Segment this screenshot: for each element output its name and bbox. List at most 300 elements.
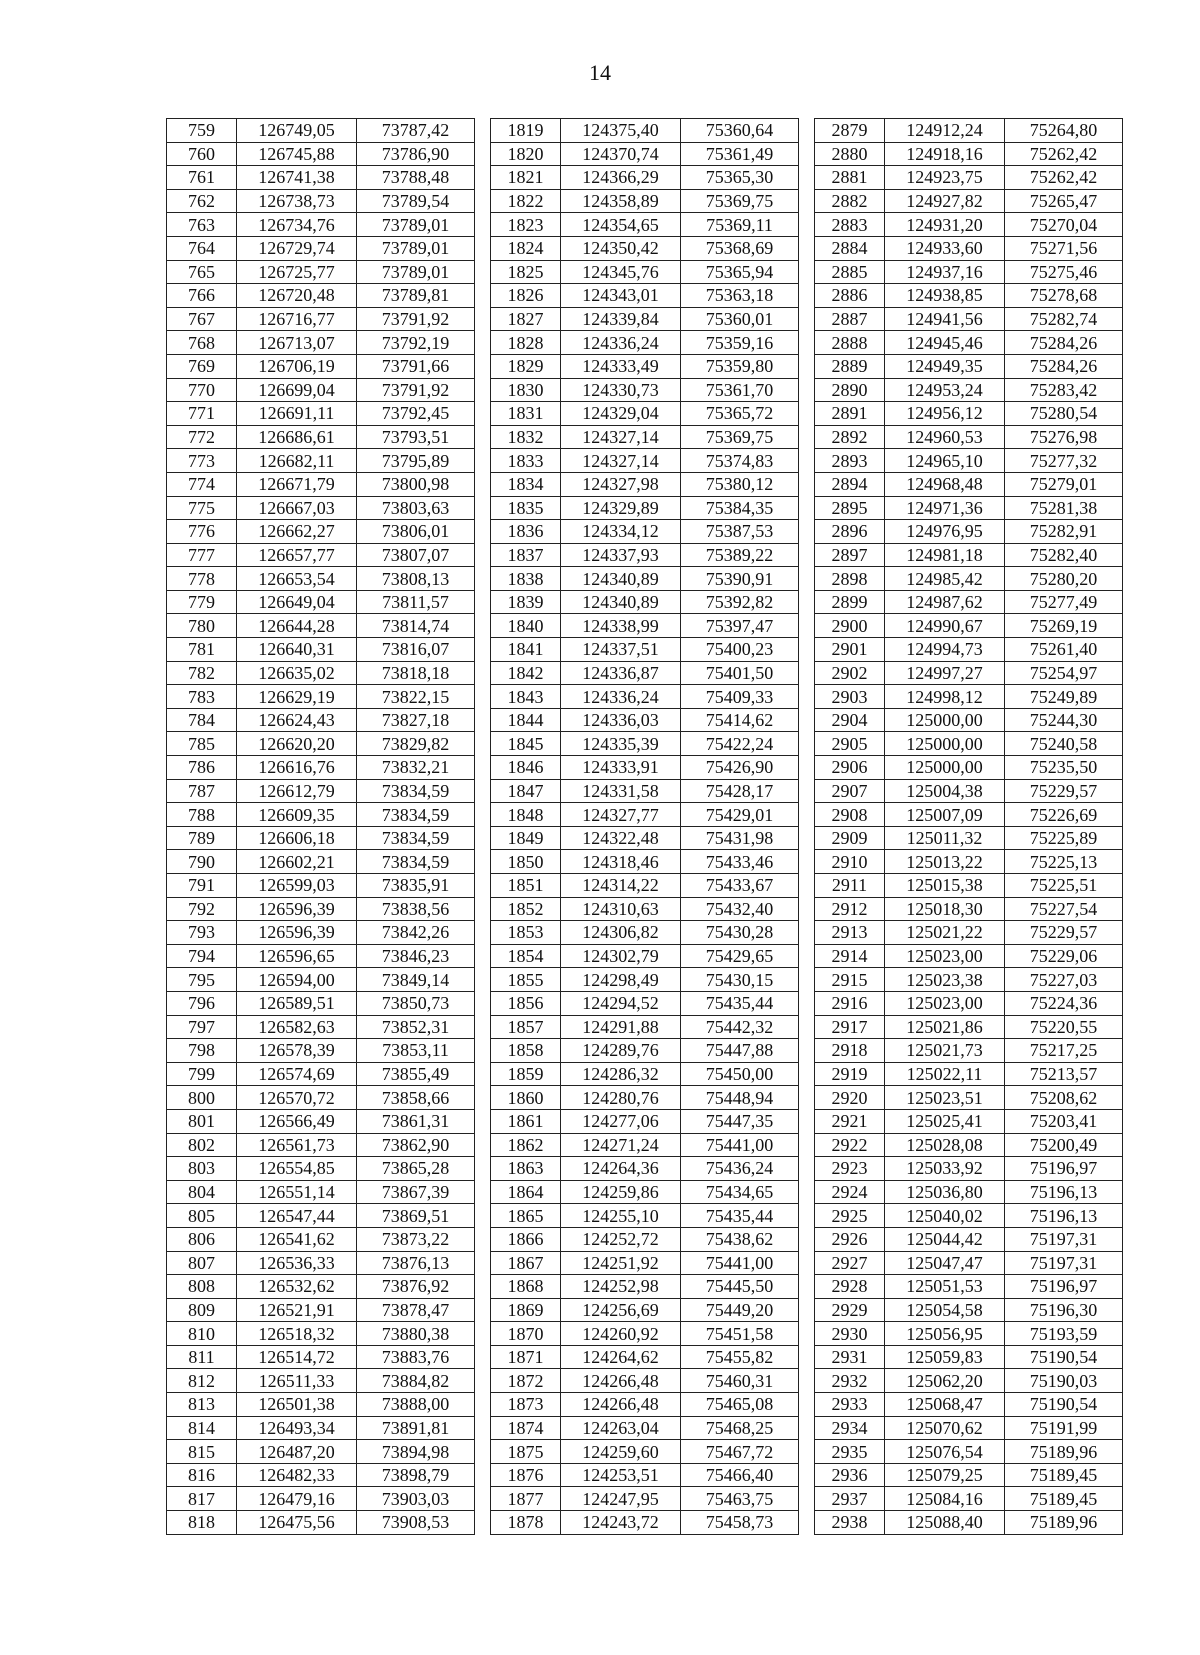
column-separator	[475, 850, 491, 874]
column-separator	[475, 213, 491, 237]
point-number-cell: 772	[167, 425, 237, 449]
point-number-cell: 2931	[815, 1345, 885, 1369]
coord-x-cell: 124294,52	[561, 991, 681, 1015]
table-row	[167, 1369, 1123, 1393]
coord-x-cell: 124370,74	[561, 142, 681, 166]
table-row	[167, 944, 1123, 968]
coord-x-cell: 126536,33	[237, 1251, 357, 1275]
page-number: 14	[589, 60, 611, 85]
point-number-cell: 1825	[491, 260, 561, 284]
coord-y-cell: 75226,69	[1005, 803, 1123, 827]
coord-x-cell: 124329,04	[561, 402, 681, 426]
coord-y-cell: 75261,40	[1005, 638, 1123, 662]
coord-x-cell: 126574,69	[237, 1062, 357, 1086]
coord-y-cell: 75387,53	[681, 520, 799, 544]
coord-y-cell: 75224,36	[1005, 991, 1123, 1015]
coord-y-cell: 75227,54	[1005, 897, 1123, 921]
point-number-cell: 1837	[491, 543, 561, 567]
table-row	[167, 378, 1123, 402]
point-number-cell: 2935	[815, 1440, 885, 1464]
column-separator	[799, 614, 815, 638]
coord-y-cell: 75217,25	[1005, 1039, 1123, 1063]
coord-x-cell: 126612,79	[237, 779, 357, 803]
coord-y-cell: 75384,35	[681, 496, 799, 520]
coord-x-cell: 124338,99	[561, 614, 681, 638]
column-separator	[475, 685, 491, 709]
coord-y-cell: 73850,73	[357, 991, 475, 1015]
coord-y-cell: 75284,26	[1005, 331, 1123, 355]
point-number-cell: 2937	[815, 1487, 885, 1511]
coord-x-cell: 126616,76	[237, 756, 357, 780]
point-number-cell: 761	[167, 166, 237, 190]
coord-y-cell: 73873,22	[357, 1227, 475, 1251]
point-number-cell: 2904	[815, 708, 885, 732]
coord-y-cell: 75225,51	[1005, 874, 1123, 898]
point-number-cell: 1832	[491, 425, 561, 449]
coord-y-cell: 75441,00	[681, 1251, 799, 1275]
column-separator	[475, 661, 491, 685]
point-number-cell: 794	[167, 944, 237, 968]
coord-x-cell: 126596,39	[237, 897, 357, 921]
column-separator	[799, 1133, 815, 1157]
point-number-cell: 2885	[815, 260, 885, 284]
point-number-cell: 1873	[491, 1393, 561, 1417]
point-number-cell: 2882	[815, 189, 885, 213]
point-number-cell: 2926	[815, 1227, 885, 1251]
coord-y-cell: 73791,66	[357, 354, 475, 378]
point-number-cell: 1877	[491, 1487, 561, 1511]
column-separator	[475, 543, 491, 567]
column-separator	[799, 402, 815, 426]
coord-y-cell: 75191,99	[1005, 1416, 1123, 1440]
coord-y-cell: 75369,11	[681, 213, 799, 237]
table-row	[167, 354, 1123, 378]
table-row	[167, 260, 1123, 284]
point-number-cell: 2890	[815, 378, 885, 402]
point-number-cell: 2880	[815, 142, 885, 166]
column-separator	[799, 1062, 815, 1086]
coord-y-cell: 73789,01	[357, 260, 475, 284]
column-separator	[475, 1416, 491, 1440]
table-row	[167, 779, 1123, 803]
coord-y-cell: 73883,76	[357, 1345, 475, 1369]
coord-y-cell: 75455,82	[681, 1345, 799, 1369]
coord-y-cell: 75369,75	[681, 425, 799, 449]
coord-x-cell: 126671,79	[237, 472, 357, 496]
table-row	[167, 189, 1123, 213]
column-separator	[475, 614, 491, 638]
column-separator	[475, 1086, 491, 1110]
point-number-cell: 2899	[815, 590, 885, 614]
table-row	[167, 166, 1123, 190]
point-number-cell: 1821	[491, 166, 561, 190]
column-separator	[475, 1322, 491, 1346]
point-number-cell: 760	[167, 142, 237, 166]
table-row	[167, 661, 1123, 685]
coord-x-cell: 126667,03	[237, 496, 357, 520]
coord-y-cell: 73834,59	[357, 779, 475, 803]
point-number-cell: 768	[167, 331, 237, 355]
point-number-cell: 818	[167, 1511, 237, 1535]
coord-x-cell: 126713,07	[237, 331, 357, 355]
table-row	[167, 1463, 1123, 1487]
coord-x-cell: 126551,14	[237, 1180, 357, 1204]
table-row	[167, 921, 1123, 945]
coord-x-cell: 125022,11	[885, 1062, 1005, 1086]
coord-y-cell: 75390,91	[681, 567, 799, 591]
point-number-cell: 2919	[815, 1062, 885, 1086]
coord-y-cell: 75193,59	[1005, 1322, 1123, 1346]
point-number-cell: 1846	[491, 756, 561, 780]
column-separator	[475, 1393, 491, 1417]
coord-y-cell: 75264,80	[1005, 119, 1123, 143]
coord-y-cell: 75369,75	[681, 189, 799, 213]
coord-y-cell: 75436,24	[681, 1157, 799, 1181]
point-number-cell: 2900	[815, 614, 885, 638]
column-separator	[799, 1416, 815, 1440]
point-number-cell: 815	[167, 1440, 237, 1464]
coord-y-cell: 73789,54	[357, 189, 475, 213]
column-separator	[799, 213, 815, 237]
point-number-cell: 2913	[815, 921, 885, 945]
point-number-cell: 2910	[815, 850, 885, 874]
point-number-cell: 2921	[815, 1109, 885, 1133]
coord-y-cell: 75465,08	[681, 1393, 799, 1417]
coord-x-cell: 124997,27	[885, 661, 1005, 685]
coord-y-cell: 73811,57	[357, 590, 475, 614]
point-number-cell: 1875	[491, 1440, 561, 1464]
table-row	[167, 1227, 1123, 1251]
column-separator	[475, 1369, 491, 1393]
coord-x-cell: 125047,47	[885, 1251, 1005, 1275]
coord-x-cell: 124336,24	[561, 685, 681, 709]
column-separator	[475, 1463, 491, 1487]
coord-y-cell: 75448,94	[681, 1086, 799, 1110]
table-row	[167, 1251, 1123, 1275]
column-separator	[799, 1463, 815, 1487]
point-number-cell: 767	[167, 307, 237, 331]
coord-x-cell: 124263,04	[561, 1416, 681, 1440]
column-separator	[799, 1086, 815, 1110]
coord-y-cell: 75466,40	[681, 1463, 799, 1487]
point-number-cell: 1841	[491, 638, 561, 662]
table-row	[167, 1298, 1123, 1322]
column-separator	[475, 897, 491, 921]
coord-x-cell: 125088,40	[885, 1511, 1005, 1535]
coord-x-cell: 124336,24	[561, 331, 681, 355]
point-number-cell: 2905	[815, 732, 885, 756]
point-number-cell: 2930	[815, 1322, 885, 1346]
point-number-cell: 790	[167, 850, 237, 874]
table-row	[167, 874, 1123, 898]
column-separator	[799, 1369, 815, 1393]
coord-y-cell: 75429,65	[681, 944, 799, 968]
coord-x-cell: 124968,48	[885, 472, 1005, 496]
column-separator	[799, 284, 815, 308]
column-separator	[799, 543, 815, 567]
coord-y-cell: 75220,55	[1005, 1015, 1123, 1039]
point-number-cell: 1857	[491, 1015, 561, 1039]
coord-x-cell: 125023,51	[885, 1086, 1005, 1110]
column-separator	[799, 1015, 815, 1039]
column-separator	[799, 472, 815, 496]
column-separator	[799, 968, 815, 992]
coord-y-cell: 75430,15	[681, 968, 799, 992]
coord-y-cell: 75365,72	[681, 402, 799, 426]
coord-x-cell: 126561,73	[237, 1133, 357, 1157]
point-number-cell: 2892	[815, 425, 885, 449]
column-separator	[475, 425, 491, 449]
coord-x-cell: 125007,09	[885, 803, 1005, 827]
coord-x-cell: 126738,73	[237, 189, 357, 213]
point-number-cell: 1844	[491, 708, 561, 732]
coord-y-cell: 75468,25	[681, 1416, 799, 1440]
point-number-cell: 803	[167, 1157, 237, 1181]
coord-y-cell: 73894,98	[357, 1440, 475, 1464]
point-number-cell: 2920	[815, 1086, 885, 1110]
coord-y-cell: 73789,01	[357, 236, 475, 260]
point-number-cell: 808	[167, 1275, 237, 1299]
column-separator	[475, 166, 491, 190]
coord-y-cell: 75435,44	[681, 1204, 799, 1228]
point-number-cell: 2912	[815, 897, 885, 921]
coord-y-cell: 73862,90	[357, 1133, 475, 1157]
coord-x-cell: 124931,20	[885, 213, 1005, 237]
coord-x-cell: 124334,12	[561, 520, 681, 544]
coord-y-cell: 75360,64	[681, 119, 799, 143]
coord-x-cell: 124345,76	[561, 260, 681, 284]
point-number-cell: 2927	[815, 1251, 885, 1275]
coord-x-cell: 124335,39	[561, 732, 681, 756]
table-row	[167, 472, 1123, 496]
point-number-cell: 1862	[491, 1133, 561, 1157]
point-number-cell: 1842	[491, 661, 561, 685]
point-number-cell: 1854	[491, 944, 561, 968]
coord-y-cell: 75389,22	[681, 543, 799, 567]
point-number-cell: 805	[167, 1204, 237, 1228]
point-number-cell: 1852	[491, 897, 561, 921]
column-separator	[799, 1227, 815, 1251]
point-number-cell: 1869	[491, 1298, 561, 1322]
coord-x-cell: 125062,20	[885, 1369, 1005, 1393]
coord-x-cell: 124343,01	[561, 284, 681, 308]
point-number-cell: 1833	[491, 449, 561, 473]
coord-y-cell: 73786,90	[357, 142, 475, 166]
coord-x-cell: 124337,51	[561, 638, 681, 662]
point-number-cell: 2889	[815, 354, 885, 378]
coord-x-cell: 124340,89	[561, 567, 681, 591]
coord-x-cell: 125084,16	[885, 1487, 1005, 1511]
point-number-cell: 781	[167, 638, 237, 662]
point-number-cell: 810	[167, 1322, 237, 1346]
coord-x-cell: 126729,74	[237, 236, 357, 260]
coord-x-cell: 124255,10	[561, 1204, 681, 1228]
column-separator	[799, 1511, 815, 1535]
point-number-cell: 1864	[491, 1180, 561, 1204]
coord-x-cell: 126482,33	[237, 1463, 357, 1487]
point-number-cell: 1843	[491, 685, 561, 709]
point-number-cell: 2907	[815, 779, 885, 803]
coord-x-cell: 124251,92	[561, 1251, 681, 1275]
point-number-cell: 2901	[815, 638, 885, 662]
coord-y-cell: 75441,00	[681, 1133, 799, 1157]
coord-y-cell: 75430,28	[681, 921, 799, 945]
point-number-cell: 764	[167, 236, 237, 260]
coord-x-cell: 124259,60	[561, 1440, 681, 1464]
coord-y-cell: 73788,48	[357, 166, 475, 190]
point-number-cell: 1826	[491, 284, 561, 308]
column-separator	[799, 779, 815, 803]
column-separator	[475, 354, 491, 378]
column-separator	[799, 189, 815, 213]
coord-y-cell: 73834,59	[357, 850, 475, 874]
coord-x-cell: 124333,91	[561, 756, 681, 780]
coord-y-cell: 75397,47	[681, 614, 799, 638]
column-separator	[799, 944, 815, 968]
coord-x-cell: 126734,76	[237, 213, 357, 237]
coord-x-cell: 126532,62	[237, 1275, 357, 1299]
table-row	[167, 897, 1123, 921]
column-separator	[475, 520, 491, 544]
coord-y-cell: 73822,15	[357, 685, 475, 709]
coord-y-cell: 75380,12	[681, 472, 799, 496]
point-number-cell: 1824	[491, 236, 561, 260]
coord-x-cell: 124949,35	[885, 354, 1005, 378]
point-number-cell: 1831	[491, 402, 561, 426]
coord-y-cell: 75359,80	[681, 354, 799, 378]
point-number-cell: 777	[167, 543, 237, 567]
coord-x-cell: 124247,95	[561, 1487, 681, 1511]
coord-y-cell: 73807,07	[357, 543, 475, 567]
coord-y-cell: 75189,45	[1005, 1487, 1123, 1511]
coord-x-cell: 126725,77	[237, 260, 357, 284]
point-number-cell: 1839	[491, 590, 561, 614]
point-number-cell: 778	[167, 567, 237, 591]
column-separator	[475, 708, 491, 732]
point-number-cell: 786	[167, 756, 237, 780]
coord-x-cell: 124336,03	[561, 708, 681, 732]
coord-y-cell: 75282,74	[1005, 307, 1123, 331]
coord-y-cell: 75189,96	[1005, 1440, 1123, 1464]
coord-x-cell: 125013,22	[885, 850, 1005, 874]
coord-y-cell: 75280,20	[1005, 567, 1123, 591]
point-number-cell: 1829	[491, 354, 561, 378]
coord-x-cell: 125059,83	[885, 1345, 1005, 1369]
coord-y-cell: 75196,13	[1005, 1204, 1123, 1228]
coord-y-cell: 73792,45	[357, 402, 475, 426]
column-separator	[475, 284, 491, 308]
coord-x-cell: 126635,02	[237, 661, 357, 685]
point-number-cell: 2924	[815, 1180, 885, 1204]
coord-y-cell: 75277,32	[1005, 449, 1123, 473]
coord-x-cell: 126686,61	[237, 425, 357, 449]
point-number-cell: 2881	[815, 166, 885, 190]
point-number-cell: 806	[167, 1227, 237, 1251]
point-number-cell: 1819	[491, 119, 561, 143]
point-number-cell: 798	[167, 1039, 237, 1063]
point-number-cell: 1872	[491, 1369, 561, 1393]
coord-x-cell: 124259,86	[561, 1180, 681, 1204]
column-separator	[475, 968, 491, 992]
table-row	[167, 449, 1123, 473]
coord-x-cell: 126644,28	[237, 614, 357, 638]
point-number-cell: 2914	[815, 944, 885, 968]
point-number-cell: 1828	[491, 331, 561, 355]
table-row	[167, 756, 1123, 780]
coord-x-cell: 124271,24	[561, 1133, 681, 1157]
column-separator	[475, 119, 491, 143]
point-number-cell: 2895	[815, 496, 885, 520]
coord-x-cell: 126609,35	[237, 803, 357, 827]
coord-x-cell: 126547,44	[237, 1204, 357, 1228]
point-number-cell: 765	[167, 260, 237, 284]
coord-x-cell: 126570,72	[237, 1086, 357, 1110]
point-number-cell: 770	[167, 378, 237, 402]
point-number-cell: 817	[167, 1487, 237, 1511]
coord-x-cell: 126493,34	[237, 1416, 357, 1440]
coord-y-cell: 73795,89	[357, 449, 475, 473]
coord-x-cell: 125023,00	[885, 991, 1005, 1015]
point-number-cell: 766	[167, 284, 237, 308]
column-separator	[799, 1345, 815, 1369]
coord-x-cell: 125076,54	[885, 1440, 1005, 1464]
coord-x-cell: 125036,80	[885, 1180, 1005, 1204]
column-separator	[475, 1157, 491, 1181]
table-row	[167, 119, 1123, 143]
coord-y-cell: 73853,11	[357, 1039, 475, 1063]
point-number-cell: 795	[167, 968, 237, 992]
column-separator	[475, 1487, 491, 1511]
table-row	[167, 236, 1123, 260]
coord-y-cell: 73865,28	[357, 1157, 475, 1181]
coord-x-cell: 124306,82	[561, 921, 681, 945]
coord-y-cell: 73832,21	[357, 756, 475, 780]
coord-y-cell: 75434,65	[681, 1180, 799, 1204]
point-number-cell: 814	[167, 1416, 237, 1440]
coord-x-cell: 124336,87	[561, 661, 681, 685]
table-row	[167, 1015, 1123, 1039]
coord-x-cell: 126518,32	[237, 1322, 357, 1346]
table-row	[167, 1345, 1123, 1369]
coord-y-cell: 75284,26	[1005, 354, 1123, 378]
coord-y-cell: 73852,31	[357, 1015, 475, 1039]
column-separator	[475, 449, 491, 473]
coord-y-cell: 75432,40	[681, 897, 799, 921]
column-separator	[799, 732, 815, 756]
table-row	[167, 1393, 1123, 1417]
coord-x-cell: 124927,82	[885, 189, 1005, 213]
coord-x-cell: 126699,04	[237, 378, 357, 402]
column-separator	[799, 354, 815, 378]
coord-y-cell: 73846,23	[357, 944, 475, 968]
coord-y-cell: 75447,35	[681, 1109, 799, 1133]
point-number-cell: 784	[167, 708, 237, 732]
column-separator	[799, 1440, 815, 1464]
coord-y-cell: 75359,16	[681, 331, 799, 355]
coord-x-cell: 125004,38	[885, 779, 1005, 803]
point-number-cell: 783	[167, 685, 237, 709]
column-separator	[475, 732, 491, 756]
coord-x-cell: 126554,85	[237, 1157, 357, 1181]
coord-y-cell: 75451,58	[681, 1322, 799, 1346]
coord-x-cell: 124987,62	[885, 590, 1005, 614]
point-number-cell: 788	[167, 803, 237, 827]
coord-y-cell: 75275,46	[1005, 260, 1123, 284]
coord-y-cell: 75197,31	[1005, 1227, 1123, 1251]
column-separator	[475, 779, 491, 803]
column-separator	[799, 850, 815, 874]
coord-x-cell: 126602,21	[237, 850, 357, 874]
